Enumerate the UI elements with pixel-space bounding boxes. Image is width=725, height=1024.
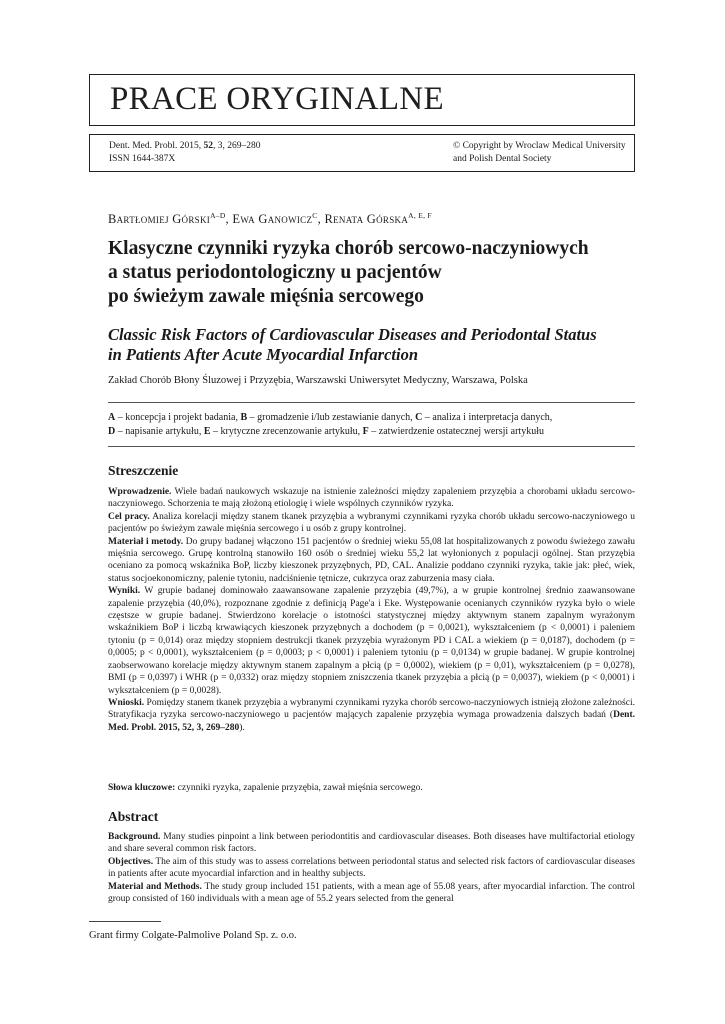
citation-suffix: , 3, 269–280 [212,141,261,151]
citation-bold: Dent. Med. Probl. 2015, 52, 3, 269–280 [108,710,635,733]
paragraph-text: The aim of this study was to assess correlations between periodontal status and selected risk factors of cardiovascular diseases in patients after acute myocardial infarction and in healthy subjects. [108,856,635,880]
section-header-box [89,74,635,126]
abstract-objectives [108,856,635,881]
keywords-label: Słowa kluczowe: [108,783,176,793]
title-en-line: Classic Risk Factors of Cardiovascular Diseases and Periodontal Status [108,325,597,344]
title-pl-line: po świeżym zawale mięśnia sercowego [108,286,424,307]
paragraph-label: Wyniki. [108,586,141,597]
keywords-pl [108,782,635,794]
contribution-text: – gromadzenie i/lub zestawianie danych, [247,412,416,423]
affiliation: Zakład Chorób Błony Śluzowej i Przyzębia, Warszawski Uniwersytet Medyczny, Warszawa, Polska [108,375,528,386]
contribution-text: – analiza i interpretacja danych, [422,412,553,423]
abstract-body [108,831,635,905]
paragraph-label: Wnioski. [108,697,145,708]
author-separator: , [225,212,233,227]
streszczenie-body [108,486,635,734]
author-name: Renata Górska [324,212,409,227]
author-list [108,211,432,227]
author-name: Bartłomiej Górski [108,212,211,227]
paragraph-text: W grupie badanej dominowało zaawansowane zapalenie przyzębia (49,7%), a w grupie kontrolnej średnio zaawansowane zapalenie przyzębia (40,0%), rozpoznane zgodnie z definicją Page'a i Eke. Występowanie ocenianych czynników ryzyka było o wiele częstsze w grupie badanej. Stwierdzono korelacje o istotności statystycznej między aktywnym stanem zapalnym wyrażonym wskaźnikiem BoP i liczbą krwawiących kieszonek przyzębnych a dochodem (p = 0,0021), wykształceniem (p < 0,0001) i paleniem tytoniu (p = 0,014) oraz między stopniem destrukcji tkanek przyzębia wyrażonym PD i CAL a wiekiem (p = 0,0187), dochodem (p = 0,0005; p < 0,0001), wykształceniem (p = 0,0003; p < 0,0001) i paleniem tytoniu (p = 0,0134) w grupie badanej. W grupie kontrolnej zaobserwowano korelacje między aktywnym stanem zapalnym a płcią (p = 0,0002), wiekiem (p = 0,01), wykształceniem (p = 0,0278), BMI (p = 0,0397) i WHR (p = 0,0332) oraz między stopniem zniszczenia tkanek przyzębia a płcią (p = 0,0037), wiekiem (p < 0,0001) i wykształceniem (p = 0,0028). [108,586,635,696]
title-pl-line: a status periodontologiczny u pacjentów [108,262,442,283]
copyright-line-1: © Copyright by Wroclaw Medical University [453,141,626,151]
footnote-rule [89,921,161,922]
keywords-text: czynniki ryzyka, zapalenie przyzębia, zawał mięśnia sercowego. [175,783,423,793]
streszczenie-results [108,585,635,697]
contribution-key: E [203,425,211,437]
paragraph-text: Pomiędzy stanem tkanek przyzębia a wybranymi czynnikami ryzyka chorób sercowo-naczyniowych istnieją złożone zależności. Stratyfikacja ryzyka sercowo-naczyniowego u pacjentów mających zapalenie przyzębia wymaga prowadzenia dalszych badań ( [108,697,635,721]
contribution-key: D [108,425,116,437]
divider-bottom [108,446,635,447]
paragraph-label: Materiał i metody. [108,536,184,547]
contribution-key: F [362,425,369,437]
paragraph-text: The study group included 151 patients, with a mean age of 55.08 years, after myocardial infarction. The control group consisted of 160 individuals with a mean age of 55.2 years selected from the general [108,881,635,905]
contribution-legend [108,411,635,438]
paragraph-text: Analiza korelacji między stanem tkanek przyzębia a wybranymi czynnikami ryzyka chorób układu sercowo-naczyniowego u pacjentów po świeżym zawale mięśnia sercowego i u osób z grupy kontrolnej. [108,511,635,535]
journal-citation [109,140,260,166]
contribution-key: A [108,412,116,423]
paragraph-label: Material and Methods. [108,881,202,892]
journal-copyright [453,140,626,166]
author-contribution-sup: A, E, F [408,211,432,220]
paragraph-label: Wprowadzenie. [108,487,172,497]
abstract-methods [108,881,635,906]
abstract-heading: Abstract [108,809,159,824]
streszczenie-aim [108,511,635,536]
paragraph-text: Many studies pinpoint a link between periodontitis and cardiovascular diseases. Both diseases have multifactorial etiology and share several common risk factors. [108,832,635,855]
section-header-title: PRACE ORYGINALNE [110,81,444,117]
citation-prefix: Dent. Med. Probl. 2015, [109,141,204,151]
contribution-key: C [415,412,423,423]
author-contribution-sup: A–D [210,211,226,220]
article-title-en [108,325,648,365]
paragraph-text: Wiele badań naukowych wskazuje na istnienie zależności między zapaleniem przyzębia a chorobami układu sercowo-naczyniowego. Schorzenia te mają złożoną etiologię i wiele wspólnych czynników ryzyka. [108,487,635,510]
divider-top [108,402,635,403]
contribution-text: – krytyczne zrecenzowanie artykułu, [210,425,363,437]
paragraph-label: Objectives. [108,856,154,867]
citation-end: ). [239,722,245,733]
abstract-background [108,831,635,856]
streszczenie-heading: Streszczenie [108,463,179,478]
paragraph-label: Cel pracy. [108,511,150,522]
title-en-line: in Patients After Acute Myocardial Infarction [108,345,418,364]
citation-volume: 52 [203,141,213,151]
contribution-key: B [240,412,248,423]
copyright-line-2: and Polish Dental Society [453,154,552,164]
author-contribution-sup: C [312,211,318,220]
journal-info-box [89,134,635,172]
author-separator: , [317,212,325,227]
contribution-text: – napisanie artykułu, [115,425,204,437]
streszczenie-conclusions [108,697,635,734]
streszczenie-intro [108,486,635,511]
paragraph-label: Background. [108,832,161,842]
paragraph-text: Do grupy badanej włączono 151 pacjentów o średniej wieku 55,08 lat hospitalizowanych z powodu świeżego zawału mięśnia sercowego. Grupę kontrolną stanowiło 160 osób o średniej wieku 55,2 lat wyłonionych z populacji ogólnej. Stan przyzębia oceniano za pomocą wskaźnika BoP, liczby kieszonek przyzębnych, PD, CAL. Analizie poddano czynniki ryzyka, takie jak: płeć, wiek, status socjoekonomiczny, palenie tytoniu, nadciśnienie tętnicze, cukrzyca oraz zaburzenia masy ciała. [108,536,635,584]
journal-issn: ISSN 1644-387X [109,154,176,164]
contribution-text: – zatwierdzenie ostatecznej wersji artykułu [368,425,544,437]
article-title-pl [108,237,648,309]
streszczenie-methods [108,536,635,586]
author-name: Ewa Ganowicz [232,212,313,227]
footnote: Grant firmy Colgate-Palmolive Poland Sp. z. o.o. [89,930,297,941]
title-pl-line: Klasyczne czynniki ryzyka chorób sercowo-naczyniowych [108,238,589,259]
contribution-text: – koncepcja i projekt badania, [115,412,241,423]
